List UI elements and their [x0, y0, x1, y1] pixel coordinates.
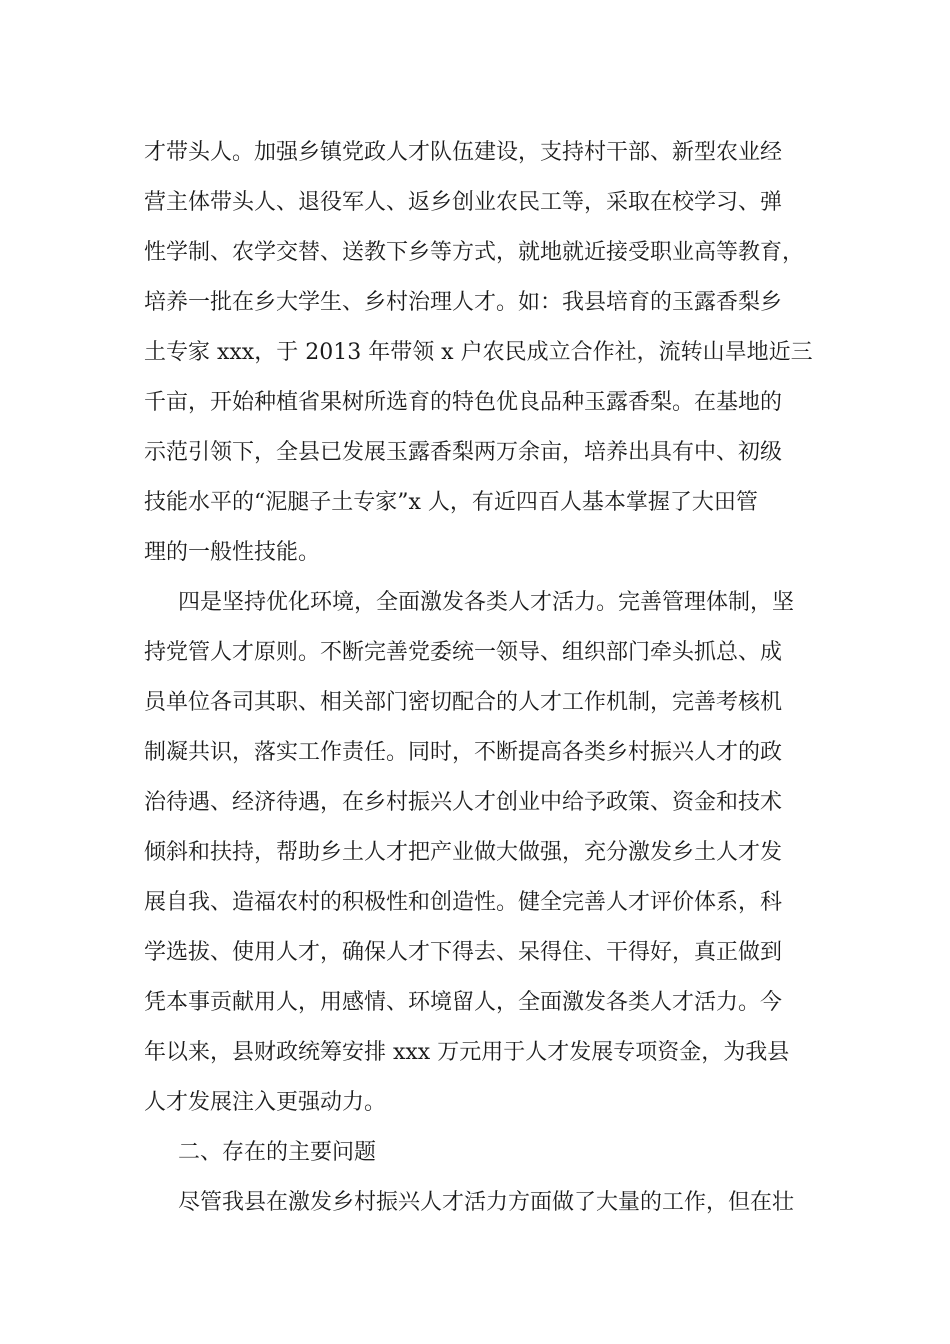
text-line: 治待遇、经济待遇，在乡村振兴人才创业中给予政策、资金和技术 [144, 790, 783, 815]
text-line: 持党管人才原则。不断完善党委统一领导、组织部门牵头抓总、成 [144, 640, 783, 665]
text-line: 四是坚持优化环境，全面激发各类人才活力。完善管理体制，坚 [178, 590, 795, 615]
text-line: 倾斜和扶持，帮助乡土人才把产业做大做强，充分激发乡土人才发 [144, 840, 783, 865]
paragraph-continuation [144, 128, 824, 578]
text-line: 营主体带头人、退役军人、返乡创业农民工等，采取在校学习、弹 [144, 190, 783, 215]
text-line: 人才发展注入更强动力。 [144, 1090, 387, 1115]
text-line: 理的一般性技能。 [144, 540, 321, 565]
document-body [144, 128, 824, 1228]
paragraph-environment [144, 578, 824, 1128]
section-heading [144, 1128, 824, 1178]
text-line: 土专家 xxx，于 2013 年带领 x 户农民成立合作社，流转山旱地近三 [144, 340, 813, 365]
text-line: 性学制、农学交替、送教下乡等方式，就地就近接受职业高等教育， [144, 240, 805, 265]
text-line: 培养一批在乡大学生、乡村治理人才。如：我县培育的玉露香梨乡 [144, 290, 783, 315]
text-line: 凭本事贡献用人，用感情、环境留人，全面激发各类人才活力。今 [144, 990, 783, 1015]
text-line: 年以来，县财政统筹安排 xxx 万元用于人才发展专项资金，为我县 [144, 1040, 790, 1065]
text-line: 千亩，开始种植省果树所选育的特色优良品种玉露香梨。在基地的 [144, 390, 783, 415]
text-line: 学选拔、使用人才，确保人才下得去、呆得住、干得好，真正做到 [144, 940, 783, 965]
text-line: 制凝共识，落实工作责任。同时，不断提高各类乡村振兴人才的政 [144, 740, 783, 765]
text-line: 尽管我县在激发乡村振兴人才活力方面做了大量的工作，但在壮 [178, 1190, 795, 1215]
text-line: 示范引领下，全县已发展玉露香梨两万余亩，培养出具有中、初级 [144, 440, 783, 465]
text-line: 员单位各司其职、相关部门密切配合的人才工作机制，完善考核机 [144, 690, 783, 715]
text-line: 才带头人。加强乡镇党政人才队伍建设，支持村干部、新型农业经 [144, 140, 783, 165]
text-line: 展自我、造福农村的积极性和创造性。健全完善人才评价体系，科 [144, 890, 783, 915]
text-line: 技能水平的“泥腿子土专家”x 人，有近四百人基本掌握了大田管 [144, 490, 758, 515]
section-heading-text: 二、存在的主要问题 [178, 1140, 377, 1165]
paragraph-problems [144, 1178, 824, 1228]
